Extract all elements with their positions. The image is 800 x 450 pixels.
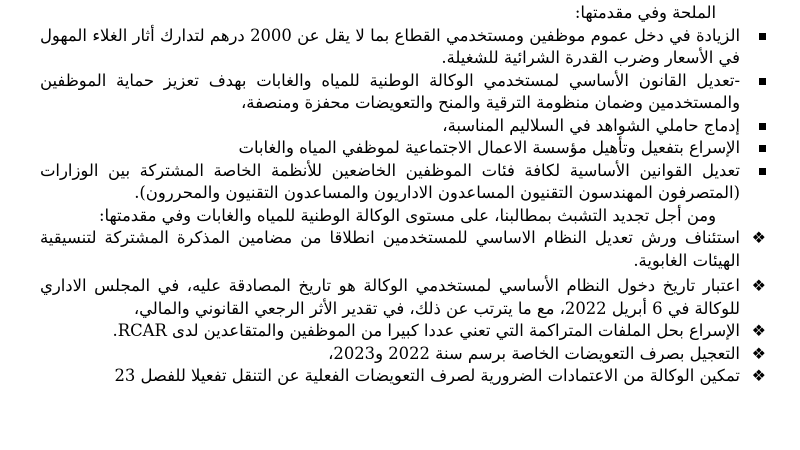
point-item: ❖ استئناف ورش تعديل النظام الاساسي للمستخدمين انطلاقا من مضامين المذكرة المشتركة لتنسيقية الهيئات الغابوية. xyxy=(40,228,766,270)
diamond-bullet-icon: ❖ xyxy=(751,366,766,385)
points-list xyxy=(40,227,766,388)
demand-item: -تعديل القانون الأساسي لمستخدمي الوكالة الوطنية للمياه والغابات بهدف تعزيز حماية الموظفين والمستخدمين وضمان منظومة الترقية والمنح والتعويضات محفزة ومنصفة، xyxy=(40,70,766,115)
demand-item: تعديل القوانين الأساسية لكافة فئات الموظفين الخاضعين للأنظمة الخاصة المشتركة بين الوزارات (المتصرفون المهندسون التقنيون المساعدون الاداريون والمساعدون التقنيون والمحررون). xyxy=(40,160,766,205)
diamond-bullet-icon: ❖ xyxy=(751,343,766,363)
demands-list xyxy=(40,25,766,205)
diamond-bullet-icon: ❖ xyxy=(751,228,766,247)
demand-item: الإسراع بتفعيل وتأهيل مؤسسة الاعمال الاجتماعية لموظفي المياه والغابات xyxy=(40,137,766,160)
square-bullet-icon xyxy=(759,33,766,40)
diamond-bullet-icon: ❖ xyxy=(751,321,766,340)
demand-item: الزيادة في دخل عموم موظفين ومستخدمي القطاع بما لا يقل عن 2000 درهم لتدارك أثار الغلاء المهول في الأسعار وضرب القدرة الشرائية للشغيلة. xyxy=(40,25,766,70)
square-bullet-icon xyxy=(759,168,766,175)
page-continuation xyxy=(40,388,766,428)
square-bullet-icon xyxy=(759,78,766,85)
point-item: ❖ اعتبار تاريخ دخول النظام الأساسي لمستخدمي الوكالة هو تاريخ المصادقة عليه، في المجلس الاداري للوكالة في 6 أبريل 2022، مع ما يترتب عن ذلك، في تقدير الأثر الرجعي القانوني والمالي، xyxy=(40,276,766,318)
document-heading: الملحة وفي مقدمتها: xyxy=(574,3,716,22)
point-item: ❖ التعجيل بصرف التعويضات الخاصة برسم سنة 2022 و2023، xyxy=(328,343,766,363)
square-bullet-icon xyxy=(759,123,766,130)
square-bullet-icon xyxy=(759,145,766,152)
point-item: ❖ الإسراع بحل الملفات المتراكمة التي تعني عددا كبيرا من الموظفين والمتقاعدين لدى RCAR. xyxy=(112,321,766,340)
intro-paragraph: ومن أجل تجديد التشبث بمطالبنا، على مستوى الوكالة الوطنية للمياه والغابات وفي مقدمتها: xyxy=(98,205,716,225)
diamond-bullet-icon: ❖ xyxy=(751,276,766,295)
point-item: ❖ تمكين الوكالة من الاعتمادات الضرورية لصرف التعويضات الفعلية عن التنقل تفعيلا للفصل 23 xyxy=(114,366,766,385)
demand-item: إدماج حاملي الشواهد في السلاليم المناسبة، xyxy=(40,115,766,138)
